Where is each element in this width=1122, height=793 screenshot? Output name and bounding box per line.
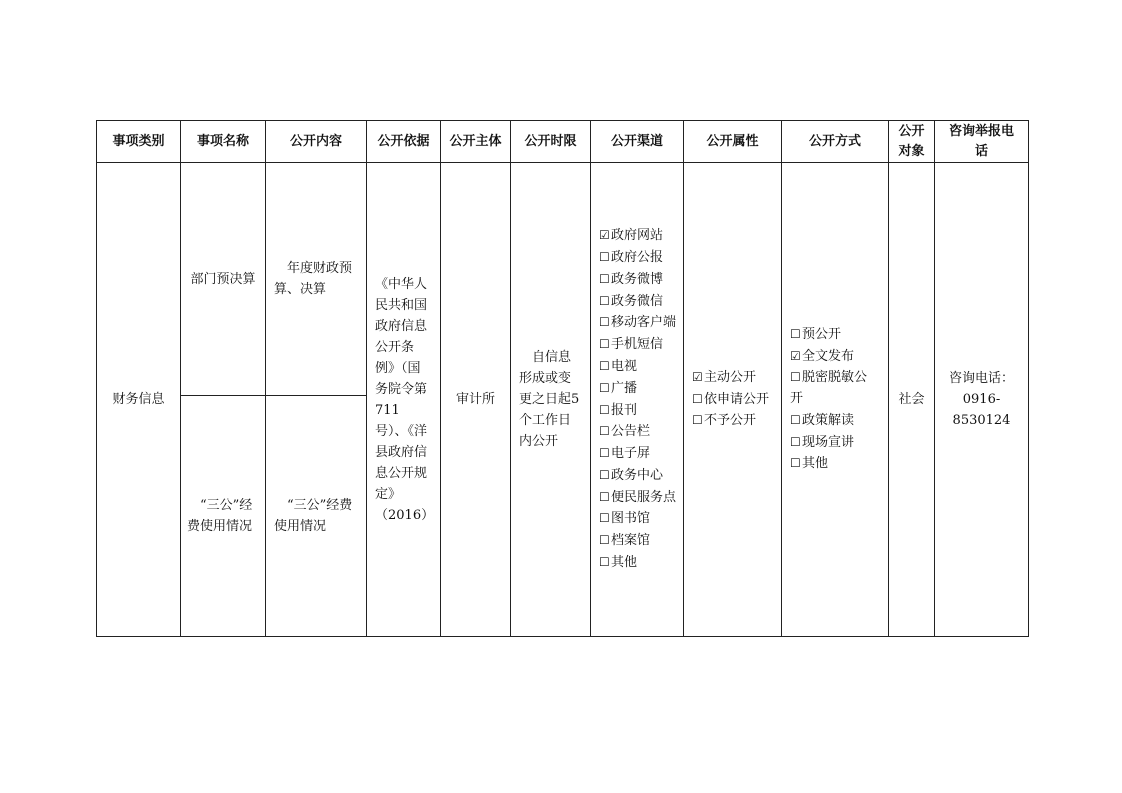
channel-label: 图书馆 <box>611 511 651 527</box>
table-row <box>97 163 1029 396</box>
header-target: 公开对象 <box>889 121 935 163</box>
channel-label: 档案馆 <box>611 533 651 549</box>
unchecked-box-icon: ☐ <box>790 434 801 449</box>
channel-options <box>599 225 677 574</box>
unchecked-box-icon: ☐ <box>599 249 610 264</box>
channel-option <box>599 378 677 400</box>
channel-option <box>599 530 677 552</box>
method-cell <box>782 163 889 637</box>
method-option <box>790 346 878 368</box>
header-channel: 公开渠道 <box>591 121 684 163</box>
method-option <box>790 432 878 454</box>
channel-label: 广播 <box>611 380 638 396</box>
unchecked-box-icon: ☐ <box>599 467 610 482</box>
channel-cell <box>591 163 684 637</box>
basis-cell <box>367 163 441 637</box>
attribute-options <box>692 367 775 432</box>
unchecked-box-icon: ☐ <box>599 555 610 570</box>
target-cell <box>889 163 935 637</box>
channel-label: 电子屏 <box>611 446 651 462</box>
unchecked-box-icon: ☐ <box>599 446 610 461</box>
item-content-cell <box>266 163 367 396</box>
method-label: 现场宣讲 <box>802 434 855 450</box>
channel-label: 移动客户端 <box>611 315 677 331</box>
unchecked-box-icon: ☐ <box>599 293 610 308</box>
method-label: 其他 <box>802 456 829 472</box>
method-options <box>790 324 878 476</box>
channel-option <box>599 487 677 509</box>
header-subject: 公开主体 <box>441 121 511 163</box>
unchecked-box-icon: ☐ <box>599 358 610 373</box>
header-content: 公开内容 <box>266 121 367 163</box>
method-option <box>790 453 878 475</box>
attribute-option <box>692 367 775 389</box>
header-category: 事项类别 <box>97 121 181 163</box>
unchecked-box-icon: ☐ <box>692 391 703 406</box>
item-content: “三公”经费使用情况 <box>274 498 353 534</box>
unchecked-box-icon: ☐ <box>790 456 801 471</box>
unchecked-box-icon: ☐ <box>599 533 610 548</box>
item-content-cell <box>266 396 367 637</box>
channel-label: 便民服务点 <box>611 489 677 505</box>
unchecked-box-icon: ☐ <box>599 380 610 395</box>
checked-box-icon: ☑ <box>790 348 801 363</box>
unchecked-box-icon: ☐ <box>599 337 610 352</box>
channel-option <box>599 269 677 291</box>
channel-option <box>599 552 677 574</box>
channel-option <box>599 400 677 422</box>
attribute-label: 主动公开 <box>704 369 757 385</box>
method-label: 预公开 <box>802 326 842 342</box>
channel-option <box>599 247 677 269</box>
channel-option <box>599 291 677 313</box>
phone-text: 咨询电话：0916-8530124 <box>948 371 1014 428</box>
unchecked-box-icon: ☐ <box>790 370 801 385</box>
phone-cell <box>935 163 1029 637</box>
header-row <box>97 121 1029 163</box>
attribute-label: 不予公开 <box>704 413 757 429</box>
unchecked-box-icon: ☐ <box>599 402 610 417</box>
target-text: 社会 <box>898 392 925 407</box>
channel-option <box>599 334 677 356</box>
channel-label: 政府公报 <box>611 249 664 265</box>
channel-option <box>599 421 677 443</box>
time-limit-text: 自信息形成或变更之日起5个工作日内公开 <box>519 350 580 449</box>
item-name-cell <box>181 396 266 637</box>
channel-option <box>599 356 677 378</box>
channel-label: 电视 <box>611 358 638 374</box>
method-label: 全文发布 <box>802 348 855 364</box>
header-basis: 公开依据 <box>367 121 441 163</box>
method-label: 脱密脱敏公开 <box>790 370 868 407</box>
unchecked-box-icon: ☐ <box>599 511 610 526</box>
channel-label: 手机短信 <box>611 337 664 353</box>
channel-label: 政务微博 <box>611 271 664 287</box>
channel-label: 其他 <box>611 555 638 571</box>
unchecked-box-icon: ☐ <box>790 412 801 427</box>
time-limit-cell <box>511 163 591 637</box>
channel-label: 公告栏 <box>611 424 651 440</box>
attribute-label: 依申请公开 <box>704 391 770 407</box>
category-cell <box>97 163 181 637</box>
unchecked-box-icon: ☐ <box>599 424 610 439</box>
header-method: 公开方式 <box>782 121 889 163</box>
attribute-option <box>692 389 775 411</box>
method-option <box>790 410 878 432</box>
disclosure-table <box>96 120 1029 637</box>
unchecked-box-icon: ☐ <box>692 413 703 428</box>
channel-label: 政务微信 <box>611 293 664 309</box>
channel-option <box>599 225 677 247</box>
item-content: 年度财政预算、决算 <box>274 261 353 297</box>
unchecked-box-icon: ☐ <box>599 489 610 504</box>
method-option <box>790 324 878 346</box>
channel-option <box>599 508 677 530</box>
method-label: 政策解读 <box>802 412 855 428</box>
item-name: 部门预决算 <box>190 271 256 287</box>
header-attribute: 公开属性 <box>684 121 782 163</box>
item-name: “三公”经费使用情况 <box>187 498 253 534</box>
subject-cell <box>441 163 511 637</box>
header-phone: 咨询举报电话 <box>935 121 1029 163</box>
channel-option <box>599 312 677 334</box>
header-name: 事项名称 <box>181 121 266 163</box>
subject-text: 审计所 <box>455 392 495 407</box>
unchecked-box-icon: ☐ <box>790 326 801 341</box>
checked-box-icon: ☑ <box>599 228 610 243</box>
channel-label: 政务中心 <box>611 467 664 483</box>
attribute-cell <box>684 163 782 637</box>
channel-option <box>599 465 677 487</box>
method-option <box>790 367 878 410</box>
channel-label: 政府网站 <box>611 228 664 244</box>
basis-text: 《中华人民共和国政府信息公开条例》（国务院令第711号）、《洋县政府信息公开规定》（2016） <box>375 276 435 523</box>
unchecked-box-icon: ☐ <box>599 315 610 330</box>
attribute-option <box>692 410 775 432</box>
item-name-cell <box>181 163 266 396</box>
channel-option <box>599 443 677 465</box>
category-text: 财务信息 <box>112 392 165 407</box>
checked-box-icon: ☑ <box>692 369 703 384</box>
header-time-limit: 公开时限 <box>511 121 591 163</box>
channel-label: 报刊 <box>611 402 638 418</box>
unchecked-box-icon: ☐ <box>599 271 610 286</box>
